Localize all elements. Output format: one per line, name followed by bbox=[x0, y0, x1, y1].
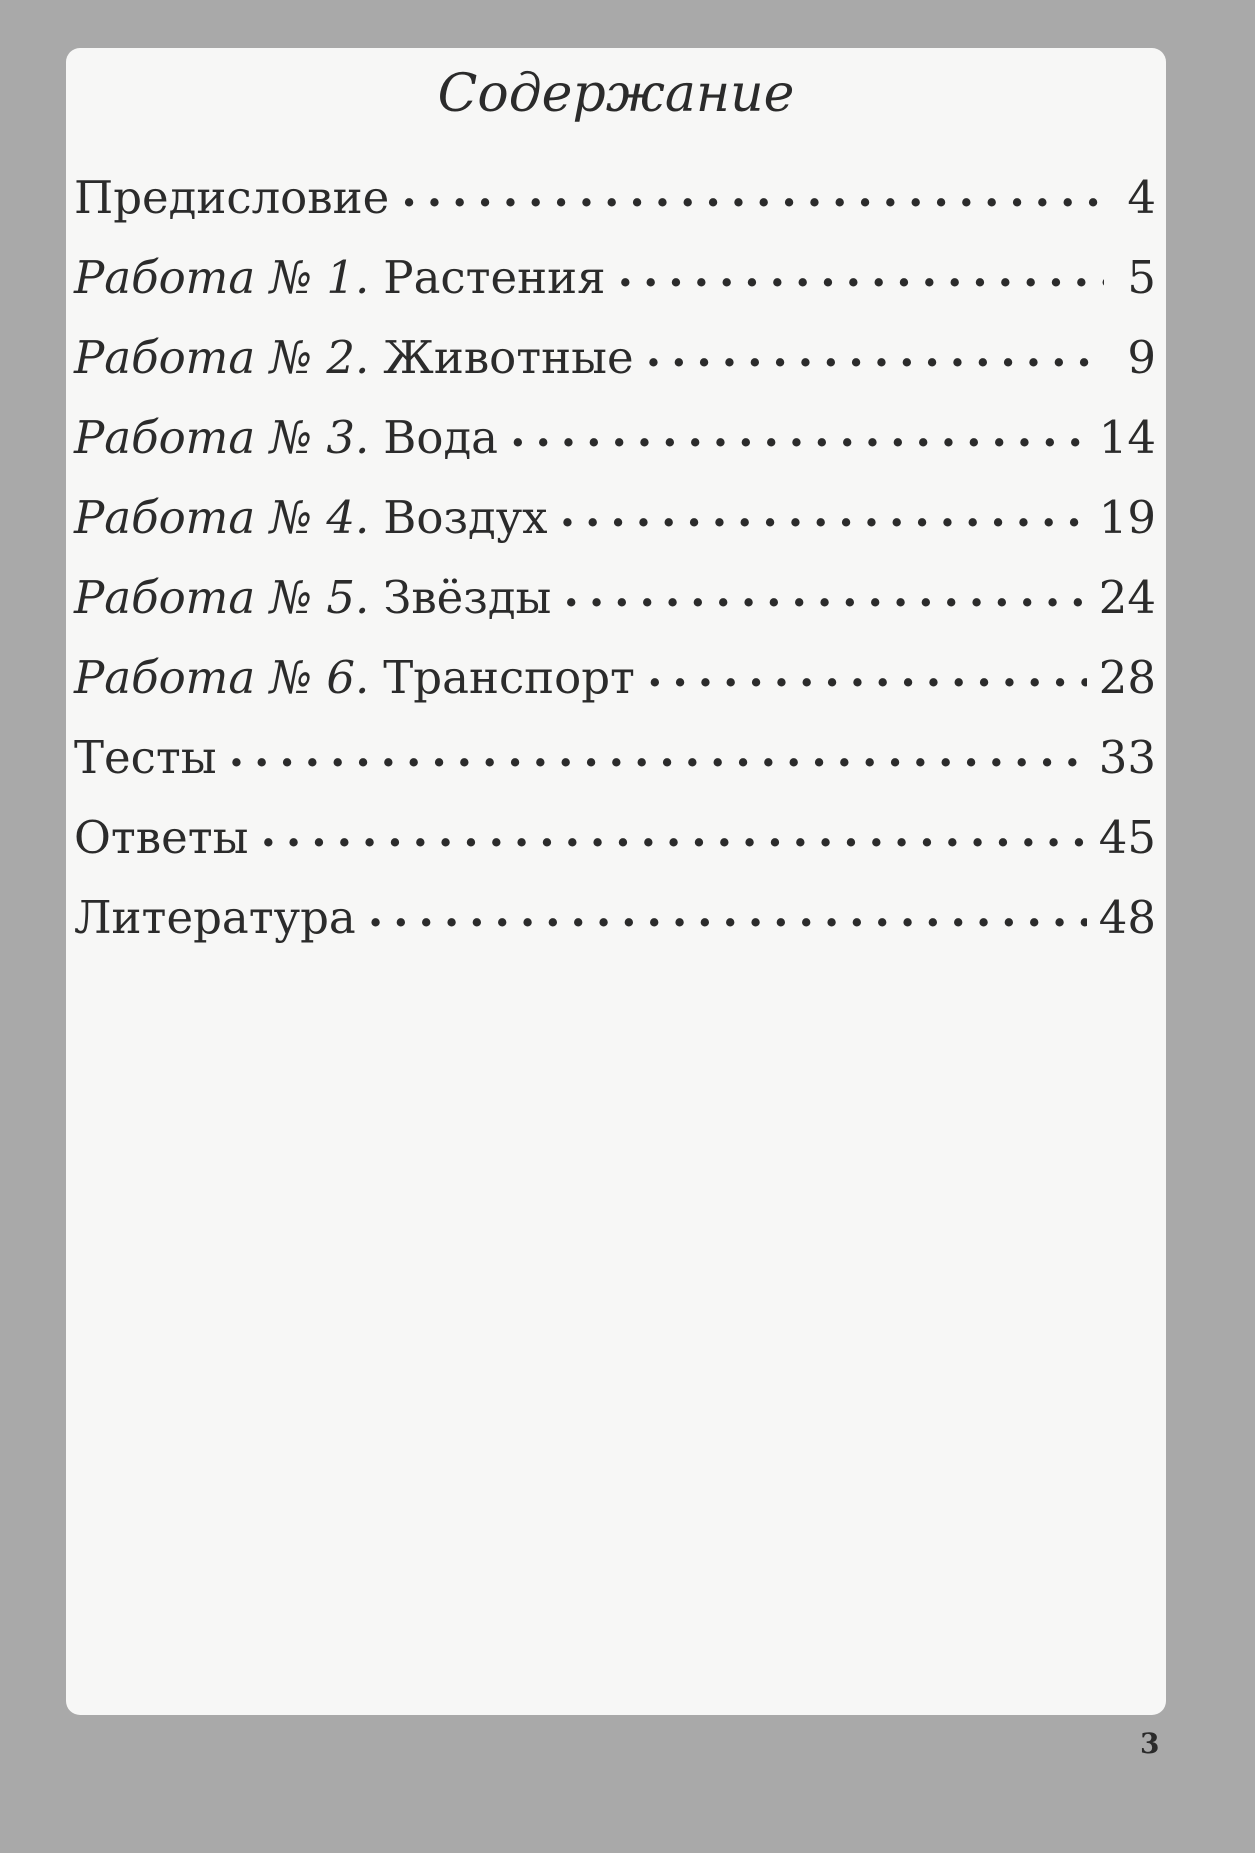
toc-entry-page: 48 bbox=[1098, 891, 1156, 944]
toc-entry[interactable] bbox=[74, 728, 1156, 808]
toc-entry-page: 9 bbox=[1127, 331, 1156, 384]
toc-entry[interactable] bbox=[74, 408, 1156, 488]
toc-entry[interactable] bbox=[74, 888, 1156, 968]
page-title: Содержание bbox=[437, 64, 795, 124]
toc-entry[interactable] bbox=[74, 648, 1156, 728]
toc-entry[interactable] bbox=[74, 808, 1156, 888]
toc-entry-title: Транспорт bbox=[383, 651, 635, 704]
toc-entry-title: Литература bbox=[74, 891, 356, 944]
toc-leader-dots bbox=[401, 168, 1104, 213]
toc-entry-work: Работа № 5. bbox=[74, 571, 370, 624]
toc-entry-page: 4 bbox=[1127, 171, 1156, 224]
toc-leader-dots bbox=[510, 408, 1087, 453]
page-card bbox=[66, 48, 1166, 1715]
toc-entry-page: 19 bbox=[1098, 491, 1156, 544]
toc-entry-work: Работа № 1. bbox=[74, 251, 370, 304]
toc-entry-title: Растения bbox=[383, 251, 606, 304]
toc-entry-title: Звёзды bbox=[383, 571, 552, 624]
toc-entry-title: Ответы bbox=[74, 811, 249, 864]
toc-leader-dots bbox=[647, 648, 1087, 693]
toc-entry-page: 33 bbox=[1098, 731, 1156, 784]
toc-leader-dots bbox=[260, 808, 1086, 853]
toc-entry[interactable] bbox=[74, 488, 1156, 568]
toc-entry-title: Животные bbox=[383, 331, 634, 384]
toc-entry-work: Работа № 2. bbox=[74, 331, 370, 384]
toc-entry-title: Воздух bbox=[383, 491, 548, 544]
toc-entry-title: Тесты bbox=[74, 731, 217, 784]
toc-entry-work: Работа № 3. bbox=[74, 411, 370, 464]
toc-leader-dots bbox=[368, 888, 1087, 933]
page-number: 3 bbox=[1140, 1727, 1160, 1760]
toc-entry-page: 28 bbox=[1098, 651, 1156, 704]
toc-entry[interactable] bbox=[74, 328, 1156, 408]
toc-entry-work: Работа № 6. bbox=[74, 651, 370, 704]
toc-entry-title: Предисловие bbox=[74, 171, 390, 224]
toc-entry-page: 14 bbox=[1098, 411, 1156, 464]
toc-entry-page: 24 bbox=[1098, 571, 1156, 624]
toc-entry[interactable] bbox=[74, 568, 1156, 648]
toc-leader-dots bbox=[560, 488, 1087, 533]
toc-leader-dots bbox=[646, 328, 1104, 373]
toc-entry[interactable] bbox=[74, 248, 1156, 328]
toc-entry-page: 45 bbox=[1098, 811, 1156, 864]
table-of-contents bbox=[74, 168, 1156, 968]
toc-leader-dots bbox=[618, 248, 1104, 293]
toc-leader-dots bbox=[563, 568, 1086, 613]
toc-entry-title: Вода bbox=[383, 411, 498, 464]
toc-entry-work: Работа № 4. bbox=[74, 491, 370, 544]
toc-entry-page: 5 bbox=[1127, 251, 1156, 304]
toc-leader-dots bbox=[229, 728, 1087, 773]
toc-entry[interactable] bbox=[74, 168, 1156, 248]
